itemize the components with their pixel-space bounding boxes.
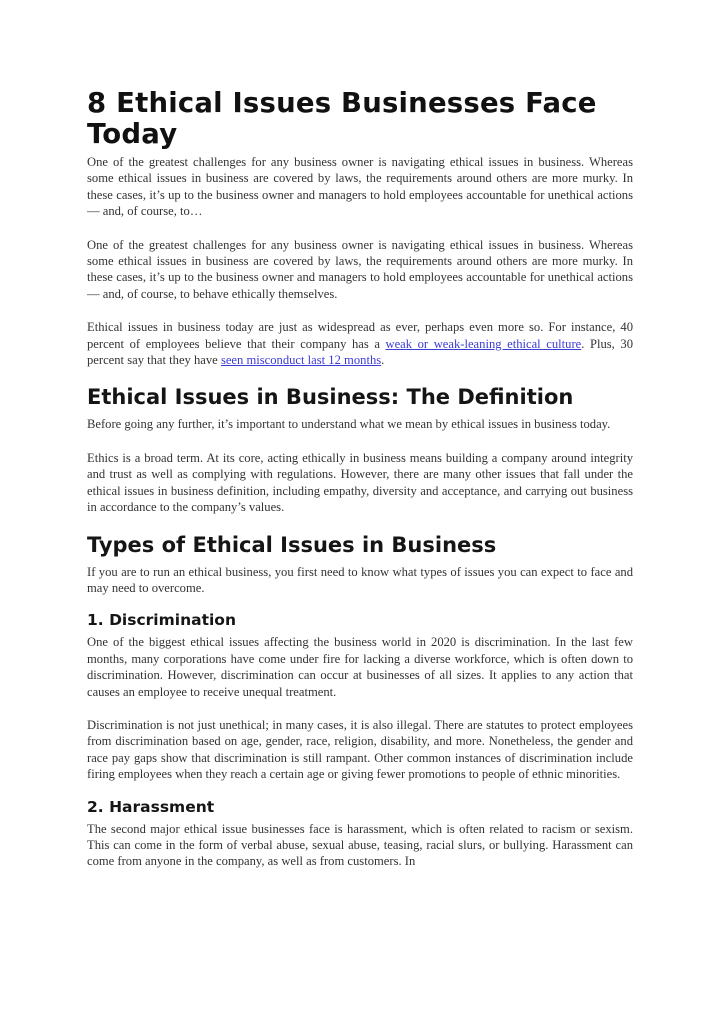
- harassment-paragraph-1: The second major ethical issue businesses face is harassment, which is often related to racism or sexism. This can come in the form of verbal abuse, sexual abuse, teasing, racial slurs, or bullying. Harassment can come from anyone in the company, as well as from customers. In: [87, 821, 633, 869]
- discrimination-paragraph-1: One of the biggest ethical issues affecting the business world in 2020 is discrimination. In the last few months, many corporations have come under fire for lacking a diverse workforce, which is often down to discrimination. However, discrimination can occur at businesses of all sizes. It applies to any action that causes an employee to receive unequal treatment.: [87, 635, 633, 699]
- document-title: 8 Ethical Issues Businesses Face Today: [87, 87, 597, 150]
- stats-text-2: . Plus, 30 percent say that they have: [87, 336, 633, 368]
- section-heading-definition: Ethical Issues in Business: The Definition: [87, 385, 574, 410]
- stats-text-1: Ethical issues in business today are just as widespread as ever, perhaps even more so. For instance, 40 percent of employees believe that their company has a: [87, 320, 633, 351]
- issue-heading-harassment: 2. Harassment: [87, 797, 215, 816]
- intro-excerpt-paragraph: One of the greatest challenges for any business owner is navigating ethical issues in business. Whereas some ethical issues in business are covered by laws, the requirements around others are more murky. In these cases, it’s up to the business owner and managers to hold employees accountable for unethical actions — and, of course, to…: [87, 155, 633, 219]
- definition-paragraph-1: Before going any further, it’s important to understand what we mean by ethical issues in business today.: [87, 417, 611, 432]
- definition-paragraph-2: Ethics is a broad term. At its core, acting ethically in business means building a company around integrity and trust as well as complying with regulations. However, there are many other issues that fall under the ethical issues in business definition, including empathy, diversity and acceptance, and carrying out business in accordance to the company’s values.: [87, 450, 633, 515]
- weak-ethical-culture-link[interactable]: weak or weak-leaning ethical culture: [385, 336, 582, 351]
- stats-text-3: .: [381, 353, 385, 368]
- types-paragraph-1: If you are to run an ethical business, you first need to know what types of issues you can expect to face and may need to overcome.: [87, 564, 633, 595]
- section-heading-types: Types of Ethical Issues in Business: [87, 532, 497, 557]
- discrimination-paragraph-2: Discrimination is not just unethical; in many cases, it is also illegal. There are statutes to protect employees from discrimination based on age, gender, race, religion, disability, and more. Nonetheless, the gender and race pay gaps show that discrimination is still rampant. Other common instances of discrimination include firing employees when they reach a certain age or giving fewer promotions to people of ethnic minorities.: [87, 717, 633, 782]
- stats-paragraph: [87, 319, 633, 368]
- issue-heading-discrimination: 1. Discrimination: [87, 611, 236, 630]
- intro-full-paragraph: One of the greatest challenges for any business owner is navigating ethical issues in business. Whereas some ethical issues in business are covered by laws, the requirements around others are more murky. In these cases, it’s up to the business owner and managers to hold employees accountable for unethical actions — and, of course, to behave ethically themselves.: [87, 237, 633, 301]
- seen-misconduct-link[interactable]: seen misconduct last 12 months: [220, 353, 382, 368]
- document-page: [87, 88, 633, 870]
